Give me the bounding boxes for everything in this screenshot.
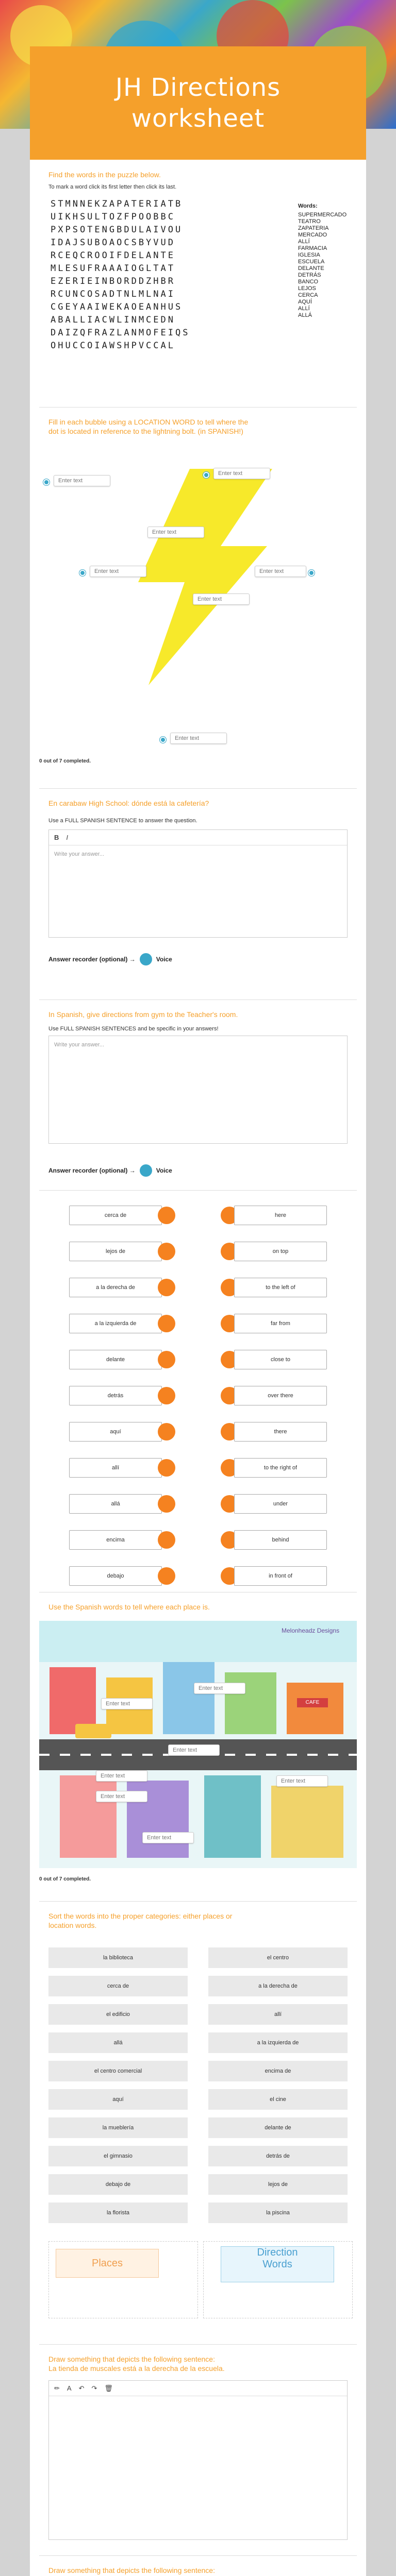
building-blue xyxy=(163,1662,214,1734)
match-connector-dot[interactable] xyxy=(158,1531,175,1549)
sort-word-tile[interactable]: la piscina xyxy=(208,2202,348,2223)
word-search-row[interactable]: DAIZQFRAZLANMOFEIQS xyxy=(51,328,190,338)
section-divider xyxy=(39,407,357,408)
word-search-row[interactable]: ABALLIACWLINMCEDN xyxy=(51,315,175,325)
worksheet-title-line1: JH Directions xyxy=(115,73,281,102)
match-right-item[interactable]: to the right of xyxy=(234,1458,327,1478)
redo-icon[interactable]: ↷ xyxy=(91,2384,97,2392)
match-left-item[interactable]: a la derecha de xyxy=(69,1278,162,1297)
sort-word-tile[interactable]: el centro comercial xyxy=(48,2061,188,2081)
section-divider xyxy=(39,2344,357,2345)
voice-label: Voice xyxy=(156,1167,172,1174)
word-search-instruction: Find the words in the puzzle below. xyxy=(48,171,161,179)
question-cafeteria-section xyxy=(30,799,366,989)
sort-word-tile[interactable]: allí xyxy=(208,2004,348,2025)
location-dot xyxy=(308,570,315,576)
drawing-canvas[interactable] xyxy=(48,2380,348,2540)
location-dot xyxy=(79,570,86,576)
answer-toolbar xyxy=(49,830,347,845)
sort-word-tile[interactable]: el gimnasio xyxy=(48,2146,188,2166)
map-input-1[interactable]: Enter text xyxy=(101,1698,153,1709)
word-list-item: BANCO xyxy=(298,279,319,285)
draw-section-2 xyxy=(30,2566,366,2576)
sort-word-tile[interactable]: cerca de xyxy=(48,1976,188,1996)
map-input-2[interactable]: Enter text xyxy=(194,1683,245,1694)
question-gym-title: In Spanish, give directions from gym to the Teacher's room. xyxy=(48,1010,238,1019)
lightning-input-4[interactable]: Enter text xyxy=(90,566,146,577)
match-connector-dot[interactable] xyxy=(158,1351,175,1368)
word-list-item: SUPERMERCADO xyxy=(298,212,347,218)
font-icon[interactable]: A xyxy=(67,2384,72,2392)
map-input-4[interactable]: Enter text xyxy=(96,1770,147,1782)
match-right-item[interactable]: to the left of xyxy=(234,1278,327,1297)
voice-label: Voice xyxy=(156,956,172,963)
word-list-item: DETRÁS xyxy=(298,272,321,278)
sort-word-tile[interactable]: detrás de xyxy=(208,2146,348,2166)
word-search-row[interactable]: OHUCCOIAWSHPVCCAL xyxy=(51,341,175,351)
sort-word-tile[interactable]: la biblioteca xyxy=(48,1947,188,1968)
location-dot xyxy=(203,472,209,478)
question-gym-instruction: Use FULL SPANISH SENTENCES and be specific in your answers! xyxy=(48,1026,219,1032)
drawing-toolbar xyxy=(49,2381,347,2396)
match-connector-dot[interactable] xyxy=(158,1423,175,1440)
word-search-row[interactable]: RCEQCROOIFDELANTE xyxy=(51,250,175,261)
bold-icon[interactable]: B xyxy=(54,834,59,841)
question-cafeteria-title: En carabaw High School: dónde está la cafetería? xyxy=(48,799,209,807)
lightning-bolt-icon xyxy=(118,469,283,685)
category-direction-line1: Direction xyxy=(257,2247,298,2258)
map-input-3[interactable]: Enter text xyxy=(168,1744,220,1756)
sort-word-tile[interactable]: lejos de xyxy=(208,2174,348,2195)
map-input-6[interactable]: Enter text xyxy=(276,1775,328,1787)
lightning-input-3[interactable]: Enter text xyxy=(147,527,204,538)
word-search-row[interactable]: RCUNCOSADTNLMLNAI xyxy=(51,289,175,299)
lightning-input-6[interactable]: Enter text xyxy=(193,594,250,605)
match-right-item[interactable]: on top xyxy=(234,1242,327,1261)
sort-word-tile[interactable]: a la izquierda de xyxy=(208,2032,348,2053)
sort-word-tile[interactable]: la florista xyxy=(48,2202,188,2223)
sort-word-tile[interactable]: el edificio xyxy=(48,2004,188,2025)
match-right-item[interactable]: under xyxy=(234,1494,327,1514)
word-search-section xyxy=(30,170,366,397)
sort-word-tile[interactable]: el centro xyxy=(208,1947,348,1968)
lightning-instruction-line1: Fill in each bubble using a LOCATION WORD to tell where the xyxy=(48,418,249,426)
map-section xyxy=(30,1602,366,1891)
word-list xyxy=(298,203,346,319)
lightning-input-5[interactable]: Enter text xyxy=(255,566,306,577)
trash-icon[interactable]: 🗑 xyxy=(104,2384,113,2392)
sort-word-tile[interactable]: a la derecha de xyxy=(208,1976,348,1996)
match-left-item[interactable]: a la izquierda de xyxy=(69,1314,162,1333)
answer-box-cafeteria[interactable] xyxy=(48,829,348,938)
pencil-icon[interactable]: ✏ xyxy=(54,2384,60,2392)
match-left-item[interactable]: allá xyxy=(69,1494,162,1514)
recorder-label: Answer recorder (optional) → xyxy=(48,956,136,963)
section-divider xyxy=(39,1901,357,1902)
word-list-item: ALLÁ xyxy=(298,312,312,318)
match-left-item[interactable]: lejos de xyxy=(69,1242,162,1261)
italic-icon[interactable]: I xyxy=(66,834,69,841)
match-left-item[interactable]: allí xyxy=(69,1458,162,1478)
question-gym-section xyxy=(30,1010,366,1185)
map-logo: Melonheadz Designs xyxy=(282,1627,340,1634)
answer-recorder xyxy=(48,1164,172,1177)
draw-section-1 xyxy=(30,2354,366,2550)
match-left-item[interactable]: delante xyxy=(69,1350,162,1369)
building-pink xyxy=(60,1775,117,1858)
match-left-item[interactable]: aquí xyxy=(69,1422,162,1442)
sort-section xyxy=(30,1911,366,2339)
match-connector-dot[interactable] xyxy=(158,1279,175,1296)
match-connector-dot[interactable] xyxy=(158,1567,175,1585)
worksheet-title-line2: worksheet xyxy=(131,104,265,133)
sort-instruction-line1: Sort the words into the proper categories: either places or xyxy=(48,1912,233,1920)
building-green xyxy=(225,1672,276,1734)
word-list-item: MERCADO xyxy=(298,232,327,238)
word-list-item: AQUÍ xyxy=(298,299,312,305)
answer-box-gym[interactable] xyxy=(48,1036,348,1144)
location-dot xyxy=(43,479,50,485)
lightning-bolt-shape xyxy=(138,469,272,685)
word-list-item: CERCA xyxy=(298,292,318,298)
worksheet xyxy=(30,46,366,2576)
word-list-item: ALLÍ xyxy=(298,306,310,312)
match-right-item[interactable]: close to xyxy=(234,1350,327,1369)
match-left-item[interactable]: encima xyxy=(69,1530,162,1550)
lightning-input-7[interactable]: Enter text xyxy=(170,733,227,744)
draw1-sentence: La tienda de muscales está a la derecha de la escuela. xyxy=(48,2364,225,2372)
match-right-item[interactable]: far from xyxy=(234,1314,327,1333)
sort-word-tile[interactable]: la mueblería xyxy=(48,2117,188,2138)
draw1-title: Draw something that depicts the following sentence: xyxy=(48,2355,215,2363)
word-search-grid[interactable] xyxy=(51,198,190,352)
sort-word-tile[interactable]: encima de xyxy=(208,2061,348,2081)
title-bar xyxy=(30,46,366,160)
word-list-item: ESCUELA xyxy=(298,259,325,265)
lightning-instruction-line2: dot is located in reference to the lightning bolt. (in SPANISH!) xyxy=(48,427,243,435)
section-divider xyxy=(39,2555,357,2556)
word-list-item: LEJOS xyxy=(298,285,316,292)
match-right-item[interactable]: in front of xyxy=(234,1566,327,1586)
school-bus xyxy=(75,1724,111,1738)
sort-word-tile[interactable]: delante de xyxy=(208,2117,348,2138)
map-input-5[interactable]: Enter text xyxy=(96,1791,147,1802)
undo-icon[interactable]: ↶ xyxy=(78,2384,85,2392)
match-connector-dot[interactable] xyxy=(158,1315,175,1332)
record-voice-button[interactable] xyxy=(140,953,152,965)
word-list-item: ZAPATERIA xyxy=(298,225,329,231)
sort-word-tile[interactable]: el cine xyxy=(208,2089,348,2110)
cafe-sign: CAFE xyxy=(297,1698,328,1707)
sort-instruction-line2: location words. xyxy=(48,1921,97,1929)
section-divider xyxy=(39,999,357,1000)
category-places-label: Places xyxy=(56,2249,159,2278)
match-left-item[interactable]: debajo xyxy=(69,1566,162,1586)
lightning-completed: 0 out of 7 completed. xyxy=(39,758,91,764)
word-search-row[interactable]: EZERIEINBORDDZHBR xyxy=(51,276,175,286)
word-list-item: TEATRO xyxy=(298,218,321,225)
section-divider xyxy=(39,1190,357,1191)
match-connector-dot[interactable] xyxy=(158,1459,175,1477)
word-list-item: FARMACIA xyxy=(298,245,327,251)
match-left-item[interactable]: cerca de xyxy=(69,1206,162,1225)
match-connector-dot[interactable] xyxy=(158,1387,175,1404)
word-list-item: ALLÍ xyxy=(298,239,310,245)
word-search-row[interactable]: IDAJSUBOAOCSBYVUD xyxy=(51,238,175,248)
category-direction-label xyxy=(221,2246,334,2282)
lightning-input-2[interactable]: Enter text xyxy=(213,468,270,479)
sort-word-tile[interactable]: aquí xyxy=(48,2089,188,2110)
category-direction-line2: Words xyxy=(262,2259,292,2270)
word-search-row[interactable]: UIKHSULTOZFPOOBBC xyxy=(51,212,175,222)
town-map-image xyxy=(39,1621,357,1868)
word-list-header: Words: xyxy=(298,203,318,209)
word-search-row[interactable]: PXPSOTENGBDULAIVOU xyxy=(51,225,183,235)
map-instruction: Use the Spanish words to tell where each place is. xyxy=(48,1603,210,1611)
word-search-row[interactable]: CGEYAAIWEKAOEANHUS xyxy=(51,302,183,312)
recorder-label: Answer recorder (optional) → xyxy=(48,1167,136,1174)
building-gold xyxy=(271,1786,343,1858)
match-right-item[interactable]: behind xyxy=(234,1530,327,1550)
question-cafeteria-instruction: Use a FULL SPANISH SENTENCE to answer the question. xyxy=(48,818,197,824)
matching-section xyxy=(30,1200,366,1613)
match-left-item[interactable]: detrás xyxy=(69,1386,162,1405)
building-orange xyxy=(287,1683,343,1734)
match-connector-dot[interactable] xyxy=(158,1495,175,1513)
sort-word-tile[interactable]: debajo de xyxy=(48,2174,188,2195)
word-search-hint: To mark a word click its first letter then click its last. xyxy=(48,184,177,190)
match-right-item[interactable]: there xyxy=(234,1422,327,1442)
building-teal xyxy=(204,1775,261,1858)
match-right-item[interactable]: over there xyxy=(234,1386,327,1405)
answer-recorder xyxy=(48,953,172,965)
draw2-title: Draw something that depicts the following sentence: xyxy=(48,2566,215,2574)
answer-placeholder[interactable]: Write your answer... xyxy=(54,851,104,857)
word-search-row[interactable]: STMNNEKZAPATERIATB xyxy=(51,199,183,209)
word-list-item: IGLESIA xyxy=(298,252,320,258)
word-search-row[interactable]: MLESUFRAAAIOGLTAT xyxy=(51,263,175,274)
location-dot xyxy=(160,737,166,743)
lightning-input-1[interactable]: Enter text xyxy=(54,475,110,486)
record-voice-button[interactable] xyxy=(140,1164,152,1177)
match-right-item[interactable]: here xyxy=(234,1206,327,1225)
word-list-item: DELANTE xyxy=(298,265,324,272)
answer-placeholder[interactable]: Write your answer... xyxy=(54,1042,104,1048)
match-connector-dot[interactable] xyxy=(158,1207,175,1224)
sort-word-tile[interactable]: allá xyxy=(48,2032,188,2053)
section-divider xyxy=(39,788,357,789)
map-input-7[interactable]: Enter text xyxy=(142,1832,194,1843)
match-connector-dot[interactable] xyxy=(158,1243,175,1260)
map-completed: 0 out of 7 completed. xyxy=(39,1876,91,1882)
